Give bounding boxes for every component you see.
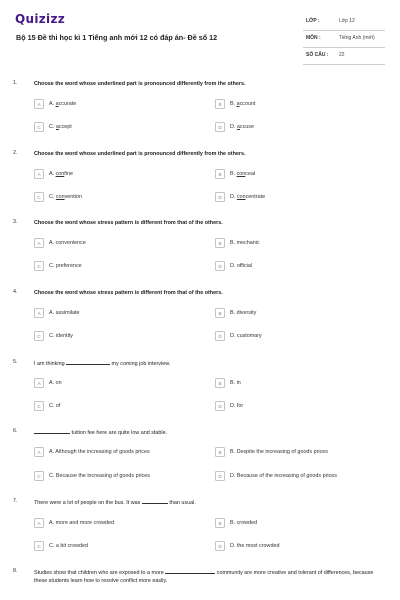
- option-letter-box: B: [215, 518, 225, 528]
- option-letter-box: C: [34, 541, 44, 551]
- option-letter-box: A: [34, 447, 44, 457]
- quizizz-logo: Quizizz: [15, 12, 66, 26]
- question-number: 3.: [13, 219, 18, 225]
- page-header: [0, 0, 400, 68]
- option-text: C. identity: [49, 333, 73, 339]
- option-text: D. customary: [230, 333, 262, 339]
- option-letter-box: B: [215, 308, 225, 318]
- option-text: B. conceal: [230, 171, 256, 177]
- option-text: A. convenience: [49, 240, 86, 246]
- option-text: A. on: [49, 380, 62, 386]
- meta-row-subject: [303, 31, 385, 48]
- question-text: Choose the word whose stress pattern is different from that of the others.: [34, 290, 223, 296]
- question-number: 6.: [13, 428, 18, 434]
- option-text: D. concentrate: [230, 194, 266, 200]
- option-letter-box: B: [215, 238, 225, 248]
- option-letter-box: A: [34, 378, 44, 388]
- question-text: tuition fee here are quite low and stable.: [34, 428, 386, 437]
- option-letter-box: B: [215, 447, 225, 457]
- option-text: C. a bit crowded: [49, 543, 88, 549]
- option-text: D. Because of the increasing of goods prices: [230, 473, 337, 479]
- meta-value: 22: [339, 52, 345, 58]
- option-text: A. confine: [49, 171, 73, 177]
- question-text: I am thinking my coming job interview.: [34, 361, 171, 367]
- question-number: 7.: [13, 498, 18, 504]
- option-letter-box: A: [34, 518, 44, 528]
- option-letter-box: A: [34, 238, 44, 248]
- option-letter-box: C: [34, 261, 44, 271]
- option-text: A. more and more crowded: [49, 520, 115, 526]
- question-number: 1.: [13, 80, 18, 86]
- question-number: 4.: [13, 289, 18, 295]
- option-text: A. assimilate: [49, 310, 80, 316]
- option-text: B. crowded: [230, 520, 257, 526]
- question-text: Choose the word whose stress pattern is different from that of the others.: [34, 220, 223, 226]
- meta-key: LỚP :: [306, 18, 320, 24]
- option-text: B. diversity: [230, 310, 257, 316]
- meta-table: [303, 14, 385, 65]
- option-letter-box: D: [215, 541, 225, 551]
- question-text: Choose the word whose underlined part is pronounced differently from the others.: [34, 81, 246, 87]
- question-number: 5.: [13, 359, 18, 365]
- option-letter-box: D: [215, 471, 225, 481]
- option-text: B. mechanic: [230, 240, 260, 246]
- option-letter-box: B: [215, 378, 225, 388]
- meta-row-class: [303, 14, 385, 31]
- meta-key: SỐ CÂU :: [306, 52, 329, 58]
- meta-value: Tiếng Anh (mới): [339, 35, 375, 41]
- meta-value: Lớp 12: [339, 18, 355, 24]
- option-text: B. in: [230, 380, 241, 386]
- option-text: B. account: [230, 101, 256, 107]
- option-letter-box: A: [34, 169, 44, 179]
- option-text: C. Because the increasing of goods prices: [49, 473, 150, 479]
- option-letter-box: D: [215, 192, 225, 202]
- question-text: There were a lot of people on the bus. It was than usual.: [34, 500, 196, 506]
- question-text: Studies show that children who are exposed to a more community are more creative and tolerant of differences, because these students learn how to resolve conflict more easily.: [34, 570, 374, 584]
- answer-blank: [66, 359, 110, 365]
- option-text: A. accurate: [49, 101, 77, 107]
- question-number: 2.: [13, 150, 18, 156]
- answer-blank: [34, 428, 70, 434]
- answer-blank: [165, 568, 215, 574]
- option-text: A. Although the increasing of goods prices: [49, 449, 150, 455]
- option-letter-box: C: [34, 122, 44, 132]
- option-text: C. preference: [49, 263, 82, 269]
- answer-blank: [142, 498, 168, 504]
- question-text: Choose the word whose underlined part is pronounced differently from the others.: [34, 151, 246, 157]
- option-letter-box: C: [34, 401, 44, 411]
- option-text: D. accuse: [230, 124, 254, 130]
- option-letter-box: B: [215, 99, 225, 109]
- option-letter-box: C: [34, 192, 44, 202]
- option-letter-box: D: [215, 122, 225, 132]
- option-letter-box: D: [215, 261, 225, 271]
- option-text: D. official: [230, 263, 253, 269]
- option-letter-box: A: [34, 99, 44, 109]
- document-title: Bộ 15 Đề thi học kì 1 Tiếng anh mới 12 có đáp án- Đề số 12: [16, 33, 218, 42]
- option-text: B. Despite the increasing of goods prices: [230, 449, 328, 455]
- option-text: C. convention: [49, 194, 82, 200]
- option-text: C. accept: [49, 124, 72, 130]
- option-letter-box: D: [215, 331, 225, 341]
- question-number: 8.: [13, 568, 18, 574]
- option-text: C. of: [49, 403, 61, 409]
- option-text: D. for: [230, 403, 244, 409]
- option-text: D. the most crowded: [230, 543, 280, 549]
- option-letter-box: C: [34, 471, 44, 481]
- meta-key: MÔN :: [306, 35, 321, 41]
- option-letter-box: A: [34, 308, 44, 318]
- option-letter-box: C: [34, 331, 44, 341]
- option-letter-box: D: [215, 401, 225, 411]
- meta-row-count: [303, 48, 385, 65]
- option-letter-box: B: [215, 169, 225, 179]
